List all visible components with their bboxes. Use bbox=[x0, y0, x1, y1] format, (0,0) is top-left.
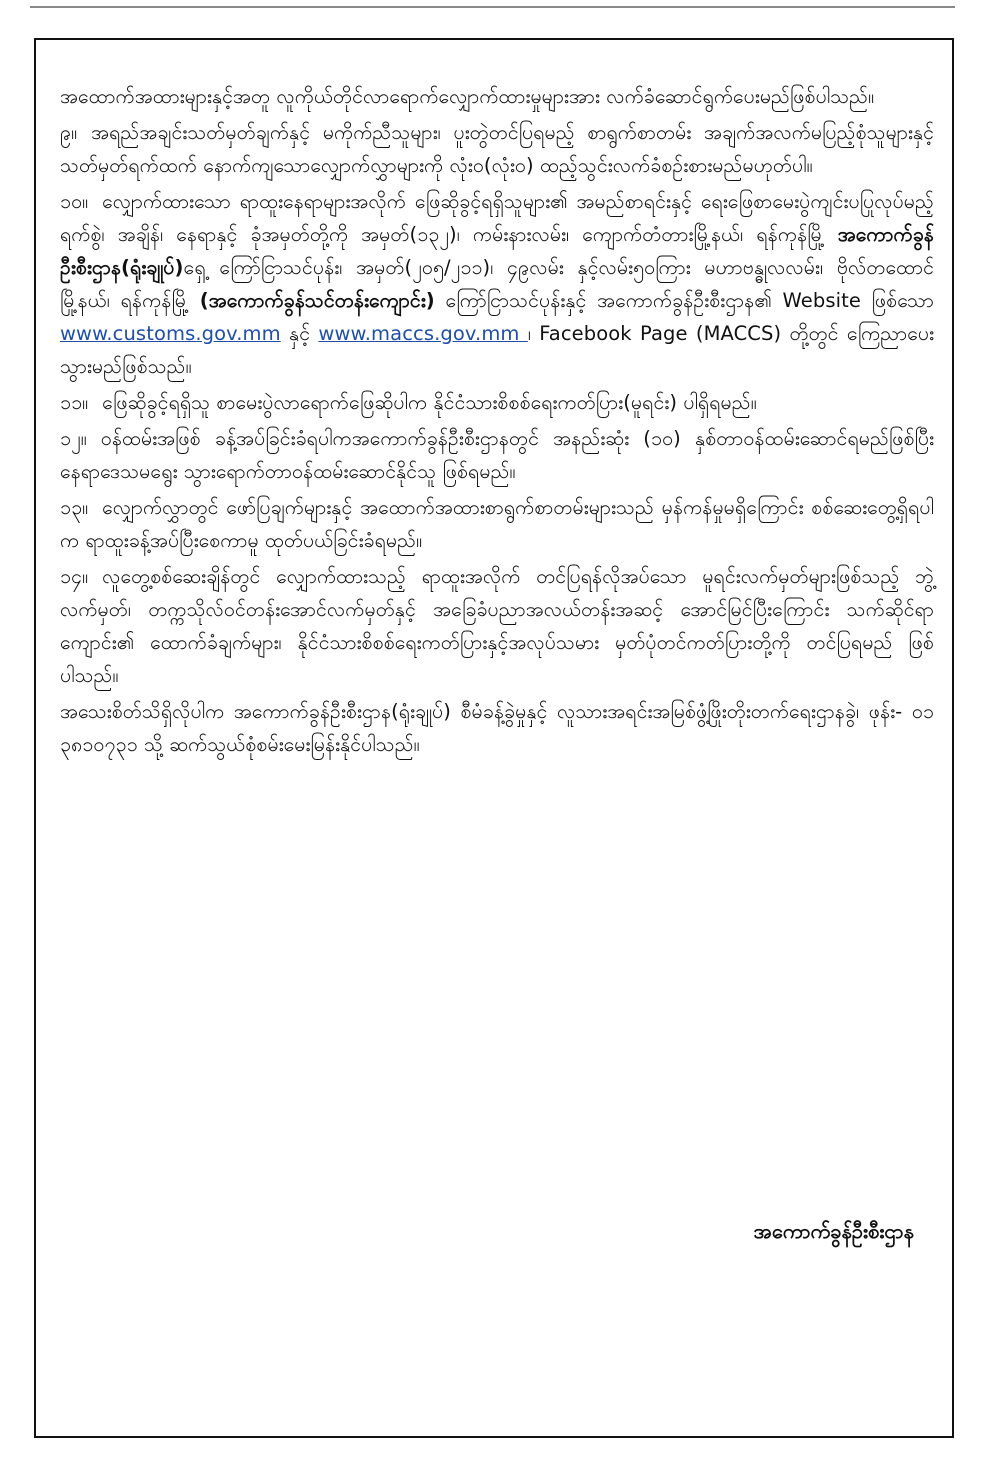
paragraph-number: ၁၁။ bbox=[60, 391, 89, 414]
signature-department: အကောက်ခွန်ဦးစီးဌာန bbox=[753, 1219, 914, 1243]
paragraph-text: လျှောက်ထားသော ရာထူးနေရာများအလိုက် ဖြေဆိုခွင့်ရရှိသူများ၏ အမည်စာရင်းနှင့် ရေးဖြေစာမေးပွဲကျင်းပပြုလုပ်မည့် ရက်စွဲ၊ အချိန်၊ နေရာနှင့် ခုံအမှတ်တို့ကို အမှတ်(၁၃၂)၊ ကမ်းနားလမ်း၊ ကျောက်တံတားမြို့နယ်၊ ရန်ကုန်မြို့ bbox=[60, 190, 934, 246]
paragraph-number: ၁၀။ bbox=[60, 190, 89, 213]
document-body bbox=[60, 80, 934, 761]
paragraph-text: ကြော်ငြာသင်ပုန်းနှင့် အကောက်ခွန်ဦးစီးဌာန၏ Website ဖြစ်သော bbox=[434, 289, 934, 312]
paragraph-text: အရည်အချင်းသတ်မှတ်ချက်နှင့် မကိုက်ညီသူများ၊ ပူးတွဲတင်ပြရမည့် စာရွက်စာတမ်း အချက်အလက်မပြည့်စုံသူများနှင့် သတ်မှတ်ရက်ထက် နောက်ကျသောလျှောက်လွှာများကို လုံးဝ(လုံးဝ) ထည့်သွင်းလက်ခံစဉ်းစားမည်မဟုတ်ပါ။ bbox=[60, 121, 934, 177]
top-divider bbox=[30, 0, 955, 8]
customs-website-link[interactable]: www.customs.gov.mm bbox=[60, 322, 281, 345]
paragraph-number: ၁၄။ bbox=[60, 565, 89, 588]
paragraph-text: ဝန်ထမ်းအဖြစ် ခန့်အပ်ခြင်းခံရပါကအကောက်ခွန်ဦးစီးဌာနတွင် အနည်းဆုံး (၁၀) နှစ်တာဝန်ထမ်းဆောင်ရမည်ဖြစ်ပြီး နေရာဒေသမရွေး သွားရောက်တာဝန်ထမ်းဆောင်နိုင်သူ ဖြစ်ရမည်။ bbox=[60, 427, 934, 483]
hq-name-bold: အကောက်ခွန်ဦးစီးဌာန(ရုံးချုပ်) bbox=[60, 223, 934, 279]
paragraph-9 bbox=[60, 116, 934, 182]
paragraph-number: ၁၂။ bbox=[60, 427, 87, 450]
paragraph-14 bbox=[60, 560, 934, 692]
paragraph-11 bbox=[60, 386, 934, 419]
paragraph-10 bbox=[60, 185, 934, 383]
paragraph-text: လူတွေ့စစ်ဆေးချိန်တွင် လျှောက်ထားသည့် ရာထူးအလိုက် တင်ပြရန်လိုအပ်သော မူရင်းလက်မှတ်များဖြစ်သည့် ဘွဲ့လက်မှတ်၊ တက္ကသိုလ်ဝင်တန်းအောင်လက်မှတ်နှင့် အခြေခံပညာအလယ်တန်းအဆင့် အောင်မြင်ပြီးကြောင်း သက်ဆိုင်ရာကျောင်း၏ ထောက်ခံချက်များ၊ နိုင်ငံသားစိစစ်ရေးကတ်ပြားနှင့်အလုပ်သမား မှတ်ပုံတင်ကတ်ပြားတို့ကို တင်ပြရမည် ဖြစ်ပါသည်။ bbox=[60, 565, 934, 687]
maccs-website-link[interactable]: www.maccs.gov.mm bbox=[318, 322, 528, 345]
paragraph-text: ရှေ့ ကြော်ငြာသင်ပုန်း၊ အမှတ်(၂၀၅/၂၁၁)၊ ၄၉လမ်း နှင့်လမ်း၅၀ကြား မဟာဗန္ဓုလလမ်း၊ ဗိုလ်တထောင်မြို့နယ်၊ ရန်ကုန်မြို့ bbox=[60, 256, 934, 312]
paragraph-number: ၉။ bbox=[60, 121, 78, 144]
paragraph-contact: အသေးစိတ်သိရှိလိုပါက အကောက်ခွန်ဦးစီးဌာန(ရုံးချုပ်) စီမံခန့်ခွဲမှုနှင့် လူသားအရင်းအမြစ်ဖွံ့ဖြိုးတိုးတက်ရေးဌာနခွဲ၊ ဖုန်း- ၀၁ ၃၈၁၀၇၃၁ သို့ ဆက်သွယ်စုံစမ်းမေးမြန်းနိုင်ပါသည်။ bbox=[60, 700, 934, 756]
paragraph-text: ၊ Facebook Page (MACCS) တို့တွင် ကြေညာပေးသွားမည်ဖြစ်သည်။ bbox=[60, 322, 935, 378]
paragraph-number: ၁၃။ bbox=[60, 496, 89, 519]
document-frame bbox=[34, 38, 954, 1438]
paragraph-text: ဖြေဆိုခွင့်ရရှိသူ စာမေးပွဲလာရောက်ဖြေဆိုပါက နိုင်ငံသားစိစစ်ရေးကတ်ပြား(မူရင်း) ပါရှိရမည်။ bbox=[102, 391, 757, 414]
paragraph-13 bbox=[60, 491, 934, 557]
training-school-bold: (အကောက်ခွန်သင်တန်းကျောင်း) bbox=[199, 289, 435, 312]
paragraph-text: လျှောက်လွှာတွင် ဖော်ပြချက်များနှင့် အထောက်အထားစာရွက်စာတမ်းများသည် မှန်ကန်မှုမရှိကြောင်း စစ်ဆေးတွေ့ရှိရပါက ရာထူးခန့်အပ်ပြီးစေကာမူ ထုတ်ပယ်ခြင်းခံရမည်။ bbox=[60, 496, 934, 552]
paragraph-12 bbox=[60, 422, 934, 488]
paragraph-continuation: အထောက်အထားများနှင့်အတူ လူကိုယ်တိုင်လာရောက်လျှောက်ထားမှုများအား လက်ခံဆောင်ရွက်ပေးမည်ဖြစ်ပါသည်။ bbox=[60, 85, 875, 108]
paragraph-text: နှင့် bbox=[280, 322, 319, 345]
